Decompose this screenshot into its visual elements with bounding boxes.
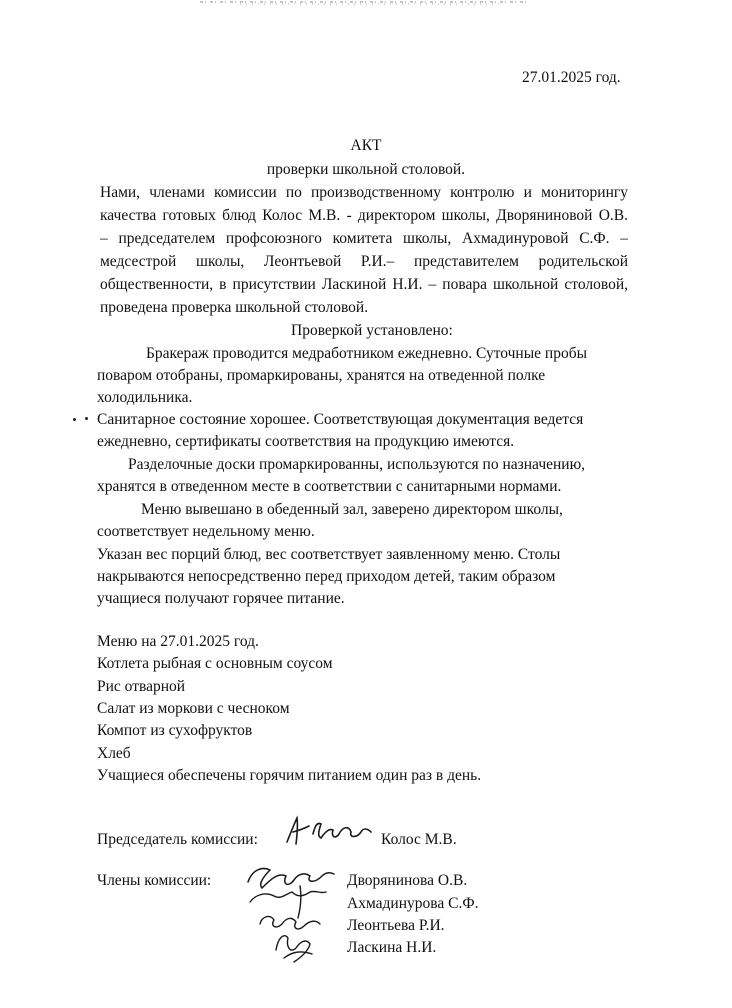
intro-line: проведена проверка школьной столовой. (100, 299, 369, 316)
member-name: Леонтьева Р.И. (347, 917, 445, 934)
findings-line: ежедневно, сертификаты соответствия на продукцию имеются. (97, 433, 515, 450)
findings-line: учащиеся получают горячее питание. (97, 590, 345, 607)
members-signatures (240, 858, 340, 966)
conclusion: Учащиеся обеспечены горячим питанием один раз в день. (97, 767, 482, 784)
document-title: АКТ (350, 137, 382, 154)
scan-artifact (200, 0, 530, 6)
findings-line: поваром отобраны, промаркированы, хранятся на отведенной полке (97, 367, 546, 384)
scan-speck (73, 418, 76, 421)
findings-line: Разделочные доски промаркированны, используются по назначению, (128, 456, 586, 473)
intro-line: качества готовых блюд Колос М.В. - директором школы, Дворяниновой О.В. (100, 207, 628, 224)
intro-line: медсестрой школы, Леонтьевой Р.И.– представителем родительской (100, 253, 628, 270)
scan-speck (85, 417, 88, 420)
member-name: Ахмадинурова С.Ф. (347, 895, 479, 912)
menu-item: Котлета рыбная с основным соусом (97, 655, 333, 672)
findings-heading: Проверкой установлено: (291, 322, 453, 339)
findings-line: Указан вес порций блюд, вес соответствует заявленному меню. Столы (97, 546, 561, 563)
member-name: Ласкина Н.И. (347, 939, 437, 956)
menu-item: Компот из сухофруктов (97, 722, 253, 739)
chairman-name: Колос М.В. (381, 831, 457, 848)
menu-item: Рис отварной (97, 678, 186, 695)
members-label: Члены комиссии: (97, 872, 212, 889)
document-date: 27.01.2025 год. (522, 69, 621, 86)
menu-item: Салат из моркови с чесноком (97, 700, 290, 717)
findings-line: Бракераж проводится медработником ежедневно. Суточные пробы (146, 345, 587, 362)
findings-line: Санитарное состояние хорошее. Соответствующая документация ведется (97, 411, 584, 428)
findings-line: Меню вывешано в обеденный зал, заверено директором школы, (141, 501, 563, 518)
document-subtitle: проверки школьной столовой. (266, 161, 466, 178)
chairman-signature (283, 812, 377, 848)
findings-line: хранятся в отведенном месте в соответствии с санитарными нормами. (97, 478, 562, 495)
intro-line: – председателем профсоюзного комитета школы, Ахмадинуровой С.Ф. – (100, 230, 628, 247)
chairman-label: Председатель комиссии: (97, 831, 258, 848)
menu-heading: Меню на 27.01.2025 год. (97, 633, 259, 650)
intro-line: общественности, в присутствии Ласкиной Н.И. – повара школьной столовой, (100, 276, 628, 293)
member-name: Дворянинова О.В. (347, 872, 468, 889)
intro-line: Нами, членами комиссии по производственному контролю и мониторингу (100, 184, 628, 201)
findings-line: соответствует недельному меню. (97, 523, 315, 540)
findings-line: накрываются непосредственно перед приходом детей, таким образом (97, 568, 556, 585)
menu-item: Хлеб (97, 745, 131, 762)
findings-line: холодильника. (97, 389, 193, 406)
